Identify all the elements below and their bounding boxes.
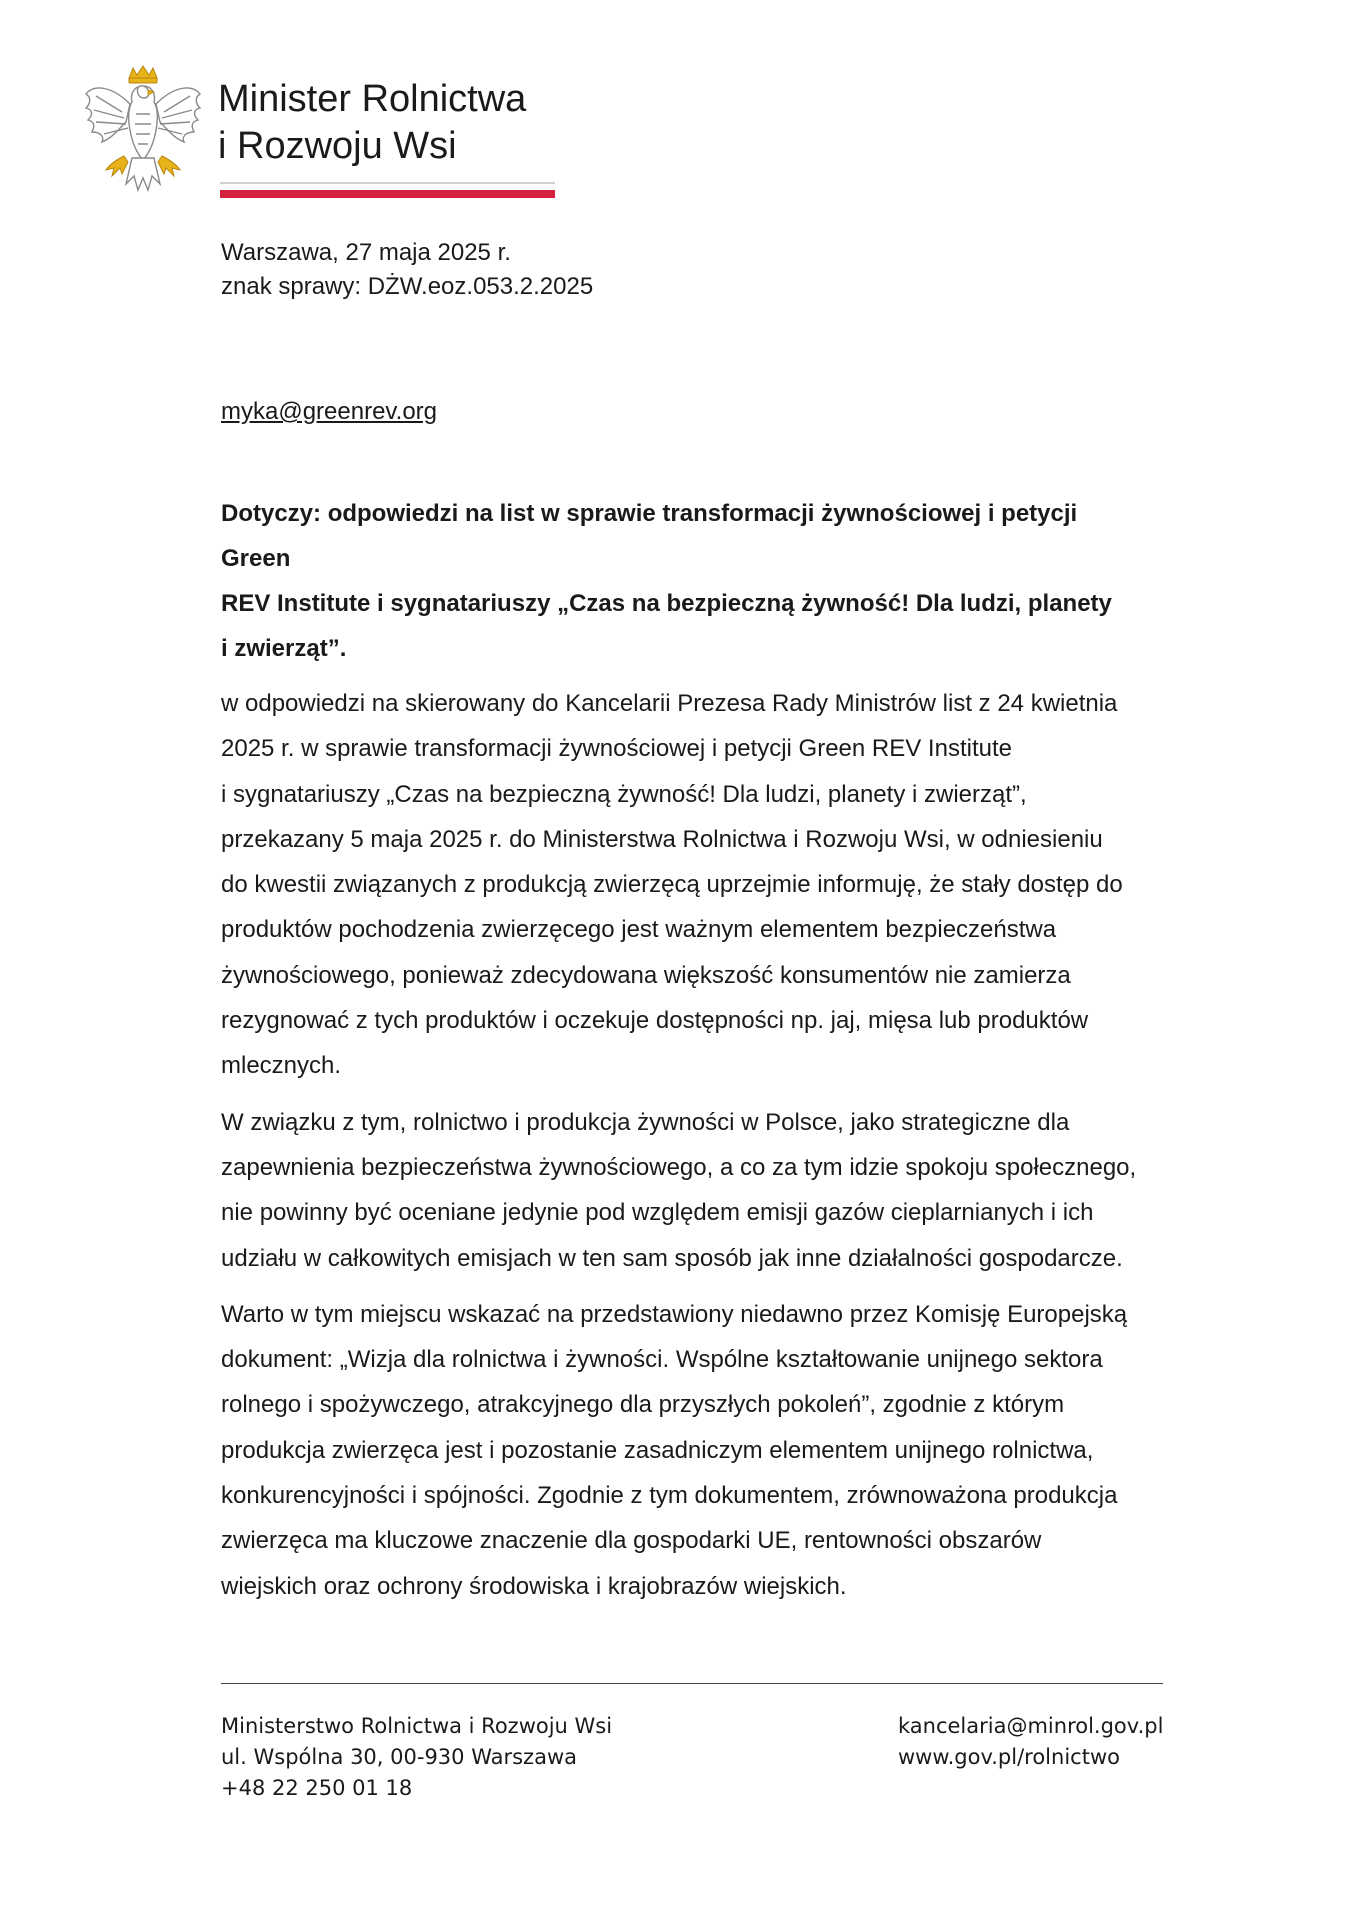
body-paragraph-2 (221, 1100, 1161, 1281)
footer-email-link[interactable]: kancelaria@minrol.gov.pl (898, 1714, 1164, 1738)
body-line: żywnościowego, ponieważ zdecydowana większość konsumentów nie zamierza (221, 961, 1071, 989)
recipient-email-link[interactable]: myka@greenrev.org (221, 398, 437, 425)
footer-contact-block (898, 1711, 1163, 1773)
body-line: produkcja zwierzęca jest i pozostanie zasadniczym elementem unijnego rolnictwa, (221, 1436, 1094, 1464)
footer-org-name: Ministerstwo Rolnictwa i Rozwoju Wsi (221, 1714, 613, 1738)
body-line: zapewnienia bezpieczeństwa żywnościowego, a co za tym idzie spokoju społecznego, (221, 1153, 1137, 1181)
body-line: 2025 r. w sprawie transformacji żywnościowej i petycji Green REV Institute (221, 735, 1012, 763)
body-line: rolnego i spożywczego, atrakcyjnego dla przyszłych pokoleń”, zgodnie z którym (221, 1391, 1065, 1419)
body-line: nie powinny być oceniane jedynie pod względem emisji gazów cieplarnianych i ich (221, 1199, 1094, 1227)
footer-divider (221, 1683, 1163, 1684)
body-line: wiejskich oraz ochrony środowiska i krajobrazów wiejskich. (221, 1572, 847, 1600)
footer-address-block (221, 1711, 612, 1804)
body-line: konkurencyjności i spójności. Zgodnie z tym dokumentem, zrównoważona produkcja (221, 1482, 1118, 1510)
body-line: w odpowiedzi na skierowany do Kancelarii Prezesa Rady Ministrów list z 24 kwietnia (221, 690, 1118, 717)
body-line: do kwestii związanych z produkcją zwierzęcą uprzejmie informuję, że stały dostęp do (221, 871, 1123, 899)
subject-line-text: Dotyczy: odpowiedzi na list w sprawie transformacji żywnościowej i petycji Green (221, 500, 1078, 572)
header-title (218, 76, 526, 170)
subject-line-text: i zwierząt”. (221, 635, 347, 662)
case-number: znak sprawy: DŻW.eoz.053.2.2025 (221, 273, 594, 300)
footer-address: ul. Wspólna 30, 00-930 Warszawa (221, 1745, 577, 1769)
body-line: rezygnować z tych produktów i oczekuje dostępności np. jaj, mięsa lub produktów (221, 1007, 1089, 1035)
letter-meta (221, 236, 593, 304)
footer-website-link[interactable]: www.gov.pl/rolnictwo (898, 1745, 1120, 1769)
white-eagle-emblem-icon (82, 64, 204, 198)
body-line: W związku z tym, rolnictwo i produkcja żywności w Polsce, jako strategiczne dla (221, 1108, 1070, 1136)
subject-line (221, 491, 1151, 671)
place-date: Warszawa, 27 maja 2025 r. (221, 239, 511, 266)
body-line: i sygnatariuszy „Czas na bezpieczną żywność! Dla ludzi, planety i zwierząt”, (221, 780, 1027, 808)
header-title-line-1: Minister Rolnictwa (218, 78, 527, 120)
flag-red-stripe (220, 190, 555, 198)
body-line: udziału w całkowitych emisjach w ten sam sposób jak inne działalności gospodarcze. (221, 1244, 1123, 1272)
body-line: przekazany 5 maja 2025 r. do Ministerstwa Rolnictwa i Rozwoju Wsi, w odniesieniu (221, 825, 1103, 853)
body-line: dokument: „Wizja dla rolnictwa i żywności. Wspólne kształtowanie unijnego sektora (221, 1346, 1103, 1374)
body-line: produktów pochodzenia zwierzęcego jest ważnym elementem bezpieczeństwa (221, 916, 1057, 944)
body-line: mlecznych. (221, 1052, 342, 1080)
letter-body (221, 681, 1161, 1620)
subject-line-text: REV Institute i sygnatariuszy „Czas na bezpieczną żywność! Dla ludzi, planety (221, 590, 1112, 617)
footer-phone: +48 22 250 01 18 (221, 1776, 413, 1800)
body-paragraph-1 (221, 681, 1161, 1089)
body-line: zwierzęca ma kluczowe znaczenie dla gospodarki UE, rentowności obszarów (221, 1527, 1042, 1555)
body-line: Warto w tym miejscu wskazać na przedstawiony niedawno przez Komisję Europejską (221, 1300, 1128, 1328)
flag-divider (220, 182, 555, 198)
header-title-line-2: i Rozwoju Wsi (218, 125, 457, 167)
body-paragraph-3 (221, 1292, 1161, 1609)
